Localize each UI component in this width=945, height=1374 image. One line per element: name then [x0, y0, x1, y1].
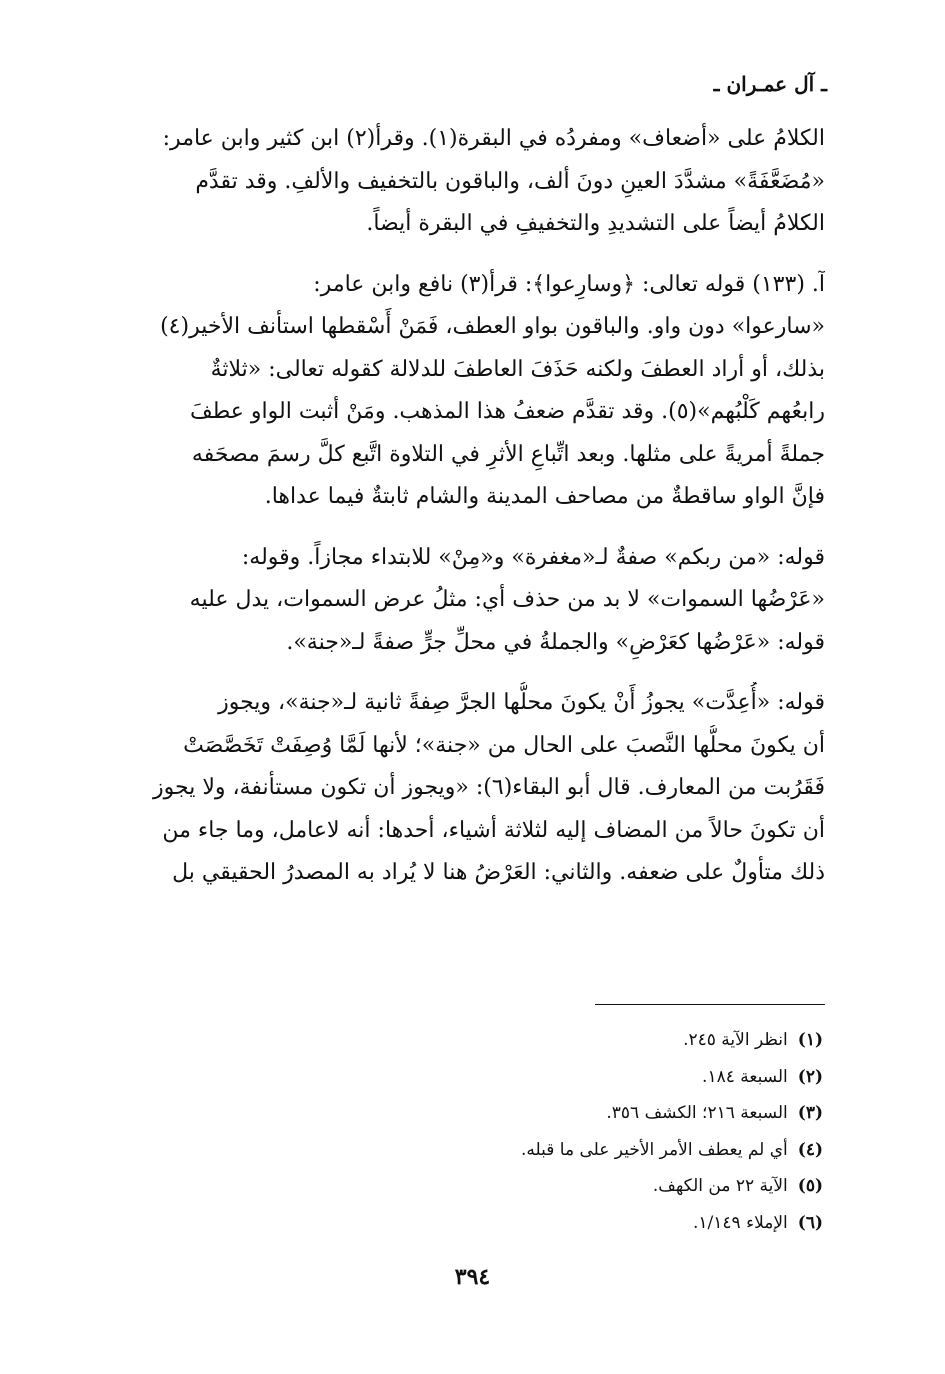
- main-text: [125, 118, 825, 913]
- footnote-text: الإملاء ١/١٤٩.: [693, 1212, 788, 1233]
- text-line: «سارعوا» دون واو. والباقون بواو العطف، فَمَنْ أَسْقطها استأنف الأخير(٤): [160, 314, 825, 339]
- text-line: رابعُهم كَلْبُهم»(٥). وقد تقدَّم ضعفُ هذا المذهب. ومَنْ أثبت الواو عطفَ: [189, 399, 825, 424]
- text-line: بذلك، أو أراد العطفَ ولكنه حَذَفَ العاطفَ للدلالة كقوله تعالى: «ثلاثةٌ: [210, 356, 825, 382]
- footnote: [223, 1205, 823, 1242]
- footnote: [223, 1095, 823, 1132]
- text-line: قوله: «من ربكم» صفةٌ لـ«مغفرة» و«مِنْ» للابتداء مجازاً. وقوله:: [241, 544, 825, 570]
- text-line: «مُضَعَّفَةً» مشدَّدَ العينِ دونَ ألف، والباقون بالتخفيف والألفِ. وقد تقدَّم: [195, 168, 825, 194]
- footnote: [223, 1059, 823, 1096]
- footnote-number: (٢): [797, 1066, 823, 1087]
- text-line: ذلك متأولٌ على ضعفه. والثاني: العَرْضُ هنا لا يُراد به المصدرُ الحقيقي بل: [172, 860, 825, 885]
- footnote-number: (١): [797, 1030, 823, 1050]
- paragraph: [125, 537, 825, 665]
- footnote-text: انظر الآية ٢٤٥.: [683, 1030, 788, 1050]
- footnote-text: أي لم يعطف الأمر الأخير على ما قبله.: [520, 1139, 788, 1160]
- paragraph: [125, 264, 825, 519]
- footnote-number: (٣): [797, 1103, 823, 1123]
- text-line: الكلامُ على «أضعاف» ومفردُه في البقرة(١). وقرأ(٢) ابن كثير وابن عامر:: [162, 126, 825, 151]
- text-line: أن يكونَ محلُّها النَّصبَ على الحال من «جنة»؛ لأنها لَمَّا وُصِفَتْ تَخَصَّصَتْ: [183, 732, 825, 758]
- text-line: قوله: «عَرْضُها كعَرْضِ» والجملةُ في محلِّ جرٍّ صفةً لـ«جنة».: [286, 629, 825, 655]
- text-line: آ. (١٣٣) قوله تعالى: ﴿وسارِعوا﴾: قرأ(٣) نافع وابن عامر:: [313, 271, 825, 297]
- footnote: [223, 1168, 823, 1205]
- footnote: [223, 1132, 823, 1169]
- footnote-divider: [595, 1004, 825, 1005]
- text-line: فَقَرُبت من المعارف. قال أبو البقاء(٦): «ويجوز أن تكون مستأنفة، ولا يجوز: [153, 775, 825, 800]
- text-line: «عَرْضُها السموات» لا بد من حذف أي: مثلُ عرض السموات، يدل عليه: [189, 587, 825, 612]
- text-line: أن تكونَ حالاً من المضاف إليه لثلاثة أشياء، أحدها: أنه لاعامل، وما جاء من: [162, 817, 825, 843]
- page-number: ٣٩٤: [454, 1264, 491, 1290]
- footnote-text: السبعة ١٨٤.: [702, 1066, 788, 1087]
- footnote-number: (٥): [797, 1176, 823, 1196]
- text-line: فإنَّ الواو ساقطةٌ من مصاحف المدينة والشام ثابتةٌ فيما عداها.: [264, 484, 825, 509]
- footnotes: [223, 1022, 823, 1241]
- footnote-number: (٦): [797, 1212, 823, 1233]
- footnote-number: (٤): [797, 1139, 823, 1160]
- text-line: الكلامُ أيضاً على التشديدِ والتخفيفِ في البقرة أيضاً.: [366, 211, 825, 236]
- footnote-text: السبعة ٢١٦؛ الكشف ٣٥٦.: [606, 1103, 788, 1123]
- paragraph: [125, 682, 825, 895]
- footnote: [223, 1022, 823, 1059]
- running-header: ـ آل عمـران ـ: [713, 72, 827, 96]
- footnote-text: الآية ٢٢ من الكهف.: [652, 1176, 788, 1196]
- text-line: جملةً أمريةً على مثلها. وبعد اتِّباعِ الأثرِ في التلاوة اتَّبع كلَّ رسمَ مصحَفه: [191, 441, 825, 467]
- paragraph: [125, 118, 825, 246]
- text-line: قوله: «أُعِدَّت» يجوزُ أَنْ يكونَ محلُّها الجرَّ صِفةً ثانية لـ«جنة»، ويجوز: [218, 690, 825, 715]
